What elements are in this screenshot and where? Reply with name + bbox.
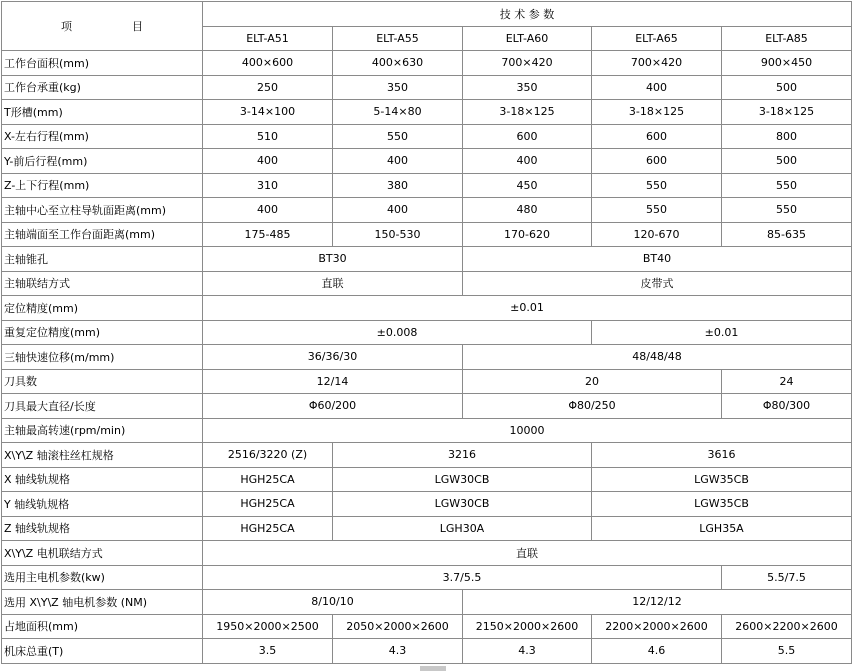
table-cell: BT30	[203, 247, 463, 272]
row-label: 刀具数	[2, 369, 203, 394]
header-row	[2, 2, 852, 27]
table-cell: 550	[333, 124, 463, 149]
table-cell: ±0.01	[203, 296, 852, 321]
table-cell: 48/48/48	[463, 345, 852, 370]
table-cell: 3.7/5.5	[203, 565, 722, 590]
item-header-left: 项	[61, 20, 72, 33]
table-cell: 2050×2000×2600	[333, 614, 463, 639]
table-cell: 510	[203, 124, 333, 149]
scroll-indicator	[420, 666, 446, 671]
table-cell: 皮带式	[463, 271, 852, 296]
table-cell: HGH25CA	[203, 516, 333, 541]
table-cell: 400×600	[203, 51, 333, 76]
table-cell: 550	[592, 198, 722, 223]
table-cell: 2150×2000×2600	[463, 614, 592, 639]
table-cell: 550	[592, 173, 722, 198]
table-cell: BT40	[463, 247, 852, 272]
table-cell: 310	[203, 173, 333, 198]
row-label: 主轴中心至立柱导轨面距离(mm)	[2, 198, 203, 223]
table-cell: 3.5	[203, 639, 333, 664]
table-cell: 380	[333, 173, 463, 198]
table-cell: 600	[592, 149, 722, 174]
row-label: X\Y\Z 电机联结方式	[2, 541, 203, 566]
table-cell: 8/10/10	[203, 590, 463, 615]
table-cell: 175-485	[203, 222, 333, 247]
table-cell: 3616	[592, 443, 852, 468]
row-label: Y-前后行程(mm)	[2, 149, 203, 174]
table-cell: 450	[463, 173, 592, 198]
row-label: 主轴最高转速(rpm/min)	[2, 418, 203, 443]
row-label: 选用主电机参数(kw)	[2, 565, 203, 590]
table-cell: LGW30CB	[333, 492, 592, 517]
table-row	[2, 516, 852, 541]
row-label: X\Y\Z 轴滚柱丝杠规格	[2, 443, 203, 468]
table-cell: LGH30A	[333, 516, 592, 541]
table-row	[2, 394, 852, 419]
table-cell: 3-18×125	[592, 100, 722, 125]
table-cell: Φ60/200	[203, 394, 463, 419]
spec-table	[1, 1, 852, 664]
table-cell: ±0.01	[592, 320, 852, 345]
table-cell: 400×630	[333, 51, 463, 76]
table-cell: 800	[722, 124, 852, 149]
table-cell: 600	[592, 124, 722, 149]
table-cell: 12/12/12	[463, 590, 852, 615]
table-cell: 350	[463, 75, 592, 100]
table-row	[2, 124, 852, 149]
row-label: 刀具最大直径/长度	[2, 394, 203, 419]
table-row	[2, 492, 852, 517]
table-cell: 550	[722, 173, 852, 198]
table-cell: 12/14	[203, 369, 463, 394]
table-row	[2, 467, 852, 492]
table-row	[2, 222, 852, 247]
table-cell: 3216	[333, 443, 592, 468]
params-header: 技 术 参 数	[203, 2, 852, 27]
table-cell: 400	[592, 75, 722, 100]
table-cell: 直联	[203, 271, 463, 296]
table-row	[2, 320, 852, 345]
row-label: Z 轴线轨规格	[2, 516, 203, 541]
item-header	[2, 2, 203, 51]
table-cell: 700×420	[463, 51, 592, 76]
table-row	[2, 418, 852, 443]
table-cell: 500	[722, 75, 852, 100]
table-row	[2, 639, 852, 664]
row-label: 定位精度(mm)	[2, 296, 203, 321]
table-cell: LGW35CB	[592, 467, 852, 492]
table-cell: 20	[463, 369, 722, 394]
row-label: 重复定位精度(mm)	[2, 320, 203, 345]
row-label: X 轴线轨规格	[2, 467, 203, 492]
table-cell: 4.3	[333, 639, 463, 664]
table-row	[2, 75, 852, 100]
row-label: T形槽(mm)	[2, 100, 203, 125]
row-label: X-左右行程(mm)	[2, 124, 203, 149]
table-cell: ±0.008	[203, 320, 592, 345]
row-label: 机床总重(T)	[2, 639, 203, 664]
table-cell: LGW35CB	[592, 492, 852, 517]
model-name: ELT-A85	[722, 26, 852, 51]
table-row	[2, 590, 852, 615]
table-cell: 400	[333, 149, 463, 174]
table-cell: LGW30CB	[333, 467, 592, 492]
row-label: Z-上下行程(mm)	[2, 173, 203, 198]
table-cell: 150-530	[333, 222, 463, 247]
table-cell: 直联	[203, 541, 852, 566]
table-cell: 85-635	[722, 222, 852, 247]
table-cell: 3-18×125	[463, 100, 592, 125]
table-cell: 700×420	[592, 51, 722, 76]
table-cell: 5.5	[722, 639, 852, 664]
item-header-right: 目	[132, 20, 143, 33]
table-cell: 400	[203, 198, 333, 223]
table-cell: 36/36/30	[203, 345, 463, 370]
row-label: Y 轴线轨规格	[2, 492, 203, 517]
table-cell: 900×450	[722, 51, 852, 76]
table-cell: 1950×2000×2500	[203, 614, 333, 639]
table-cell: 2516/3220 (Z)	[203, 443, 333, 468]
row-label: 主轴锥孔	[2, 247, 203, 272]
row-label: 工作台承重(kg)	[2, 75, 203, 100]
table-row	[2, 100, 852, 125]
row-label: 主轴端面至工作台面距离(mm)	[2, 222, 203, 247]
table-cell: 120-670	[592, 222, 722, 247]
table-row	[2, 565, 852, 590]
table-row	[2, 173, 852, 198]
table-cell: 500	[722, 149, 852, 174]
table-cell: 350	[333, 75, 463, 100]
table-cell: 400	[463, 149, 592, 174]
table-cell: 10000	[203, 418, 852, 443]
table-cell: HGH25CA	[203, 467, 333, 492]
table-cell: 3-18×125	[722, 100, 852, 125]
table-cell: LGH35A	[592, 516, 852, 541]
table-cell: 480	[463, 198, 592, 223]
table-row	[2, 271, 852, 296]
table-cell: 4.3	[463, 639, 592, 664]
table-cell: Φ80/250	[463, 394, 722, 419]
model-name: ELT-A65	[592, 26, 722, 51]
table-row	[2, 149, 852, 174]
model-name: ELT-A51	[203, 26, 333, 51]
table-cell: 250	[203, 75, 333, 100]
table-row	[2, 296, 852, 321]
table-cell: 400	[203, 149, 333, 174]
row-label: 占地面积(mm)	[2, 614, 203, 639]
table-cell: 24	[722, 369, 852, 394]
table-row	[2, 51, 852, 76]
table-cell: 400	[333, 198, 463, 223]
row-label: 三轴快速位移(m/mm)	[2, 345, 203, 370]
table-cell: Φ80/300	[722, 394, 852, 419]
table-row	[2, 369, 852, 394]
table-cell: 5.5/7.5	[722, 565, 852, 590]
table-row	[2, 345, 852, 370]
row-label: 选用 X\Y\Z 轴电机参数 (NM)	[2, 590, 203, 615]
table-cell: 2600×2200×2600	[722, 614, 852, 639]
table-cell: HGH25CA	[203, 492, 333, 517]
table-row	[2, 541, 852, 566]
table-cell: 4.6	[592, 639, 722, 664]
table-row	[2, 247, 852, 272]
row-label: 主轴联结方式	[2, 271, 203, 296]
model-name: ELT-A55	[333, 26, 463, 51]
table-row	[2, 198, 852, 223]
row-label: 工作台面积(mm)	[2, 51, 203, 76]
table-cell: 550	[722, 198, 852, 223]
table-cell: 2200×2000×2600	[592, 614, 722, 639]
table-cell: 5-14×80	[333, 100, 463, 125]
table-row	[2, 614, 852, 639]
table-cell: 170-620	[463, 222, 592, 247]
table-cell: 3-14×100	[203, 100, 333, 125]
table-row	[2, 443, 852, 468]
model-name: ELT-A60	[463, 26, 592, 51]
table-cell: 600	[463, 124, 592, 149]
